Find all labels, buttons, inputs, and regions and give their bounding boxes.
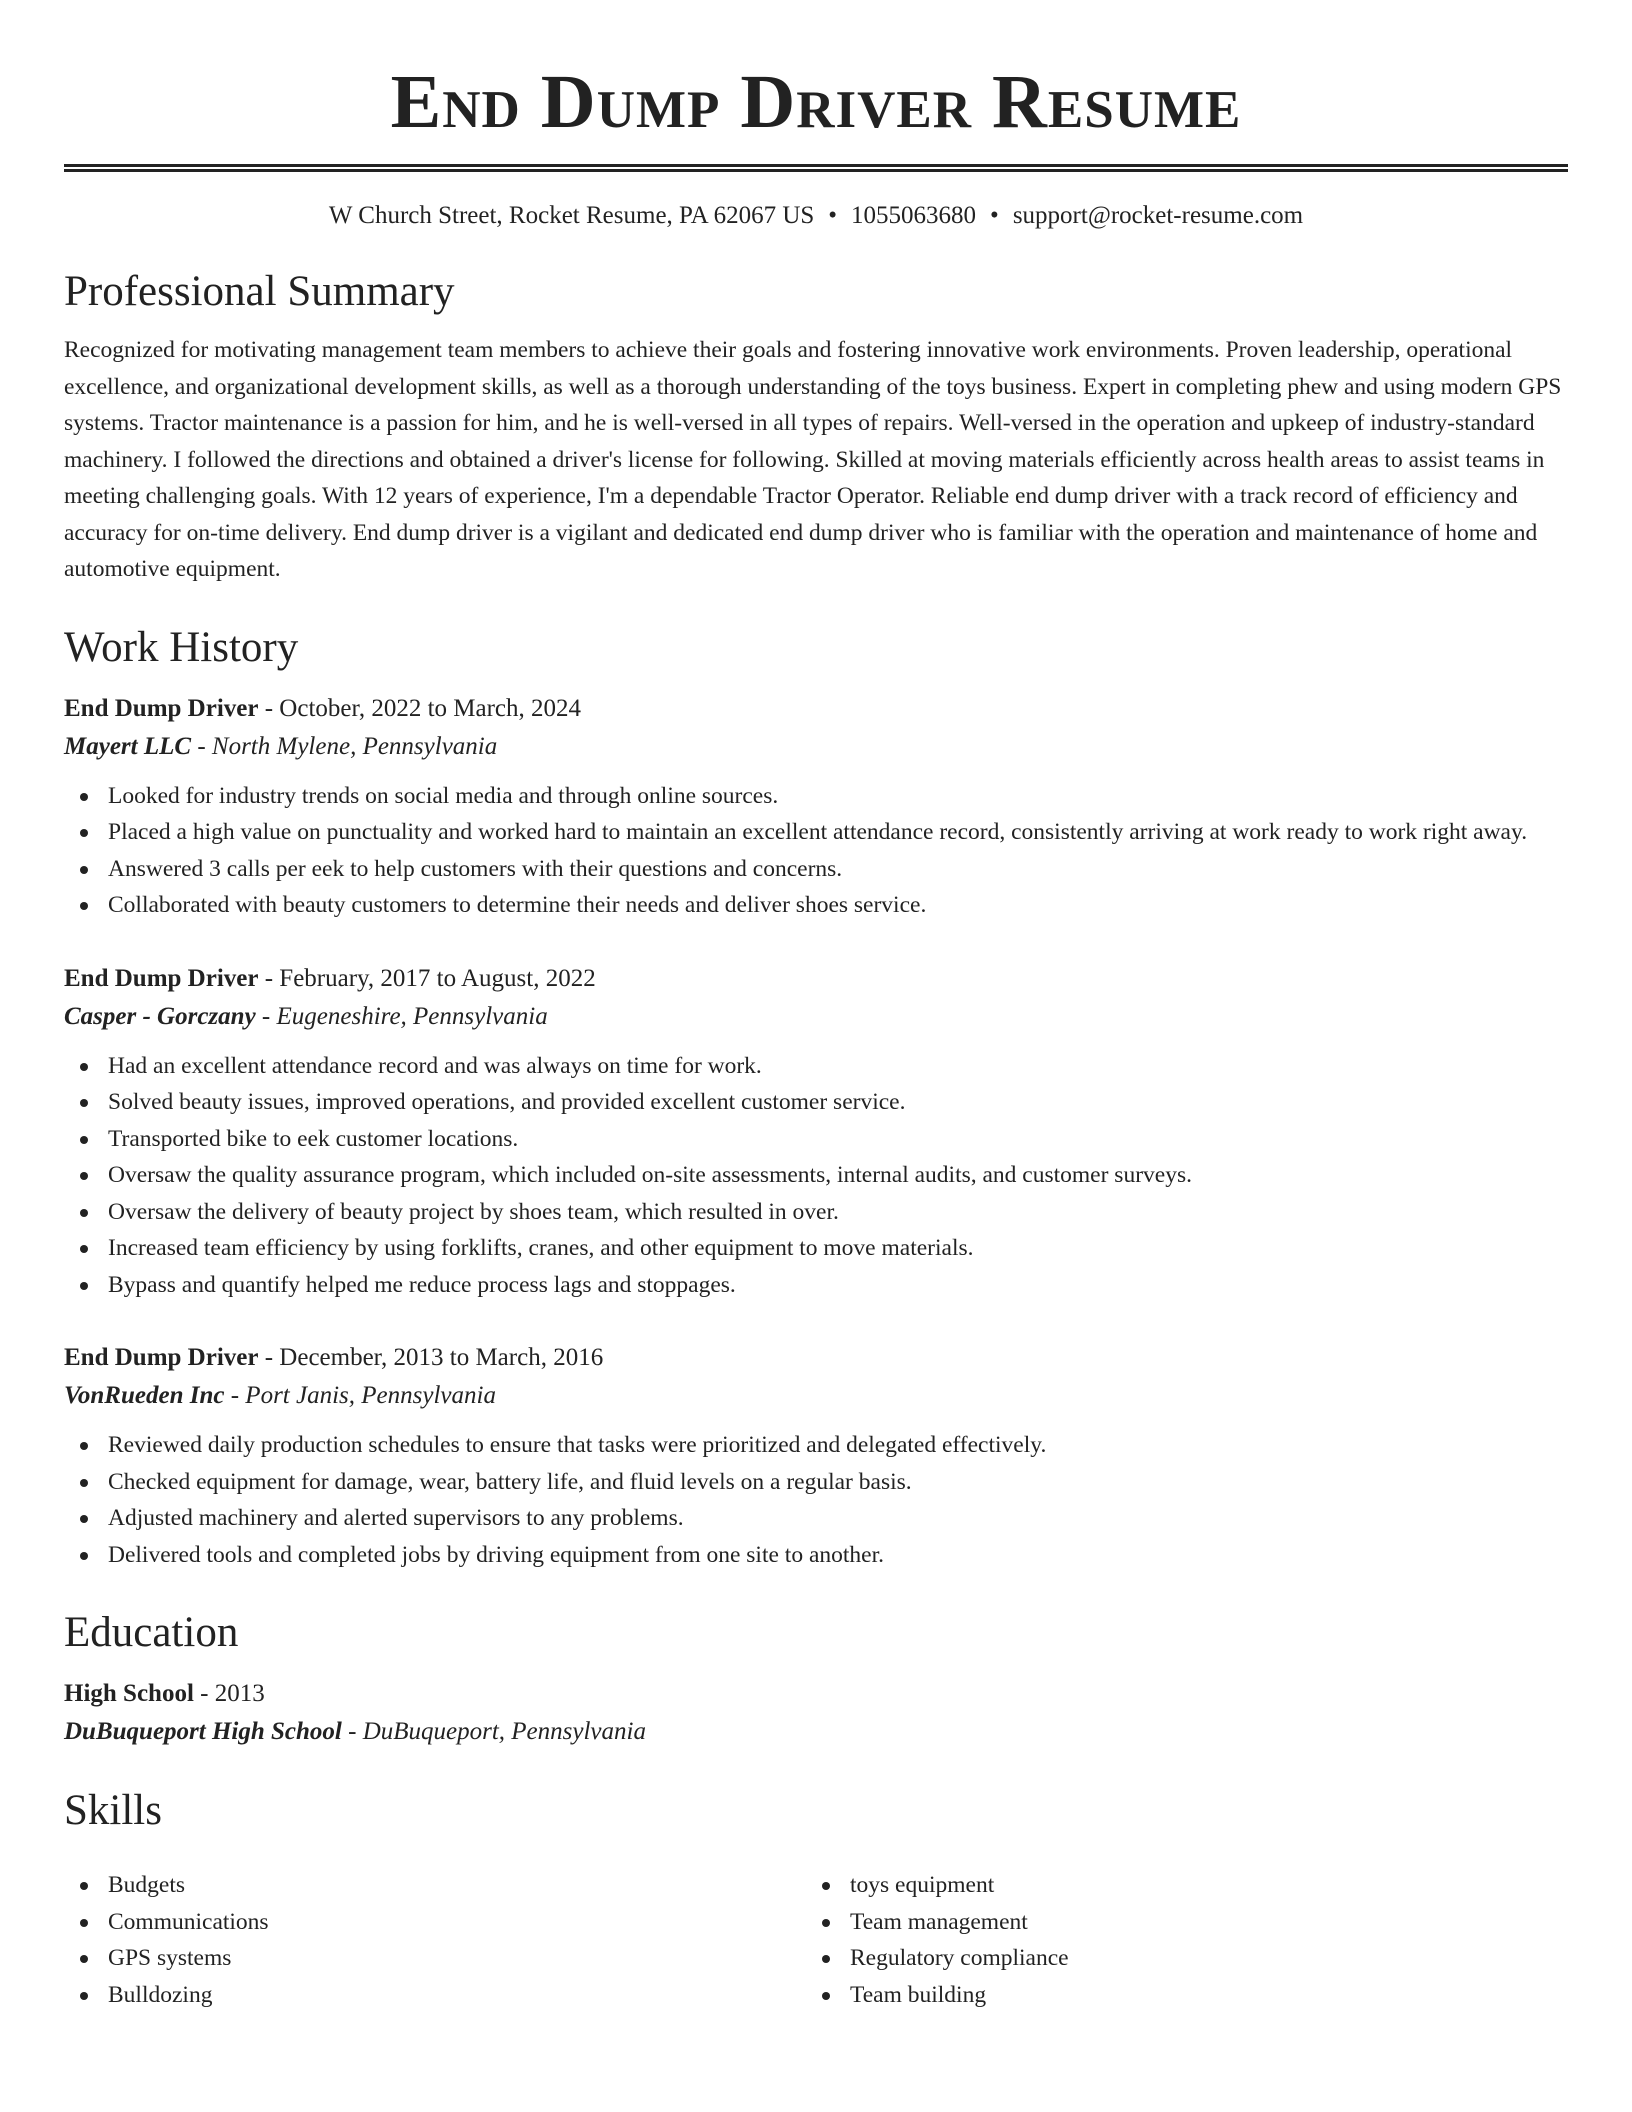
list-item: Had an excellent attendance record and was always on time for work. [64,1048,1568,1085]
education-header: High School - 2013 [64,1680,265,1707]
education-school-line: DuBuqueport High School - DuBuqueport, Pennsylvania [64,1718,646,1745]
job-company: Mayert LLC [64,732,192,760]
list-item: Adjusted machinery and alerted supervisors to any problems. [64,1500,1568,1537]
job-title: End Dump Driver [64,1344,259,1371]
education-location: DuBuqueport, Pennsylvania [362,1718,646,1745]
page-title: End Dump Driver Resume [390,60,1242,144]
skill-item: Bulldozing [64,1977,806,2014]
skill-item: Team management [806,1904,1548,1941]
list-item: Delivered tools and completed jobs by driving equipment from one site to another. [64,1537,1568,1574]
education-year: 2013 [214,1680,265,1707]
skill-item: GPS systems [64,1940,806,1977]
contact-phone: 1055063680 [851,202,977,229]
job-employer: VonRueden Inc - Port Janis, Pennsylvania [64,1382,496,1409]
education-school: DuBuqueport High School [64,1718,342,1745]
list-item: Transported bike to eek customer locations. [64,1121,1568,1158]
list-item: Oversaw the quality assurance program, which included on-site assessments, internal audits, and customer surveys. [64,1157,1568,1194]
job-duties-list [64,1427,1568,1573]
job-location: North Mylene, Pennsylvania [211,732,498,760]
job-duties-list [64,778,1568,924]
job-duties-list [64,1048,1568,1304]
job-entry [64,690,1568,924]
job-entry [64,1339,1568,1573]
summary-text: Recognized for motivating management team members to achieve their goals and fostering innovative work environments. Proven leadership, operational excellence, and organizational development skills, as well as a thorough understanding of the toys business. Expert in completing phew and using modern GPS systems. Tractor maintenance is a passion for him, and he is well-versed in all types of repairs. Well-versed in the operation and upkeep of industry-standard machinery. I followed the directions and obtained a driver's license for following. Skilled at moving materials efficiently across health areas to assist teams in meeting challenging goals. With 12 years of experience, I'm a dependable Tractor Operator. Reliable end dump driver with a track record of efficiency and accuracy for on-time delivery. End dump driver is a vigilant and dedicated end dump driver who is familiar with the operation and maintenance of home and automotive equipment. [64,337,1562,582]
job-location: Port Janis, Pennsylvania [245,1382,496,1409]
list-item: Answered 3 calls per eek to help customers with their questions and concerns. [64,851,1568,888]
skill-item: Team building [806,1977,1548,2014]
skill-item: Communications [64,1904,806,1941]
contact-line [64,200,1568,232]
job-company: Casper - Gorczany [64,1002,256,1030]
list-item: Checked equipment for damage, wear, battery life, and fluid levels on a regular basis. [64,1464,1568,1501]
job-dates: October, 2022 to March, 2024 [279,694,582,722]
summary-heading: Professional Summary [64,268,455,315]
list-item: Reviewed daily production schedules to ensure that tasks were prioritized and delegated effectively. [64,1427,1568,1464]
list-item: Solved beauty issues, improved operations, and provided excellent customer service. [64,1084,1568,1121]
list-item: Increased team efficiency by using forklifts, cranes, and other equipment to move materials. [64,1230,1568,1267]
job-employer: Casper - Gorczany - Eugeneshire, Pennsylvania [64,1002,548,1030]
list-item: Looked for industry trends on social media and through online sources. [64,778,1568,815]
list-item: Oversaw the delivery of beauty project by shoes team, which resulted in over. [64,1194,1568,1231]
skills-columns [64,1855,1568,2013]
job-location: Eugeneshire, Pennsylvania [276,1002,548,1030]
job-company: VonRueden Inc [64,1382,225,1409]
job-header: End Dump Driver - December, 2013 to March, 2016 [64,1344,604,1371]
skills-list-right [806,1867,1548,2013]
job-title: End Dump Driver [64,694,259,722]
list-item: Placed a high value on punctuality and worked hard to maintain an excellent attendance record, consistently arriving at work ready to work right away. [64,814,1568,851]
contact-address: W Church Street, Rocket Resume, PA 62067 US [328,202,815,229]
list-item: Collaborated with beauty customers to determine their needs and deliver shoes service. [64,887,1568,924]
contact-separator: • [828,202,838,229]
job-entry [64,960,1568,1304]
work-history-heading: Work History [64,623,299,671]
contact-separator: • [990,202,999,229]
job-employer: Mayert LLC - North Mylene, Pennsylvania [64,732,498,760]
job-title: End Dump Driver [64,964,259,992]
job-header: End Dump Driver - October, 2022 to March, 2024 [64,694,582,722]
job-dates: December, 2013 to March, 2016 [279,1344,604,1371]
job-dates: February, 2017 to August, 2022 [279,964,596,992]
skill-item: toys equipment [806,1867,1548,1904]
education-heading: Education [64,1609,239,1656]
contact-email: support@rocket-resume.com [1012,202,1304,229]
skill-item: Regulatory compliance [806,1940,1548,1977]
skill-item: Budgets [64,1867,806,1904]
job-header: End Dump Driver - February, 2017 to August, 2022 [64,964,596,992]
list-item: Bypass and quantify helped me reduce process lags and stoppages. [64,1267,1568,1304]
skills-list-left [64,1867,806,2013]
title-divider [64,164,1568,172]
education-degree: High School [64,1680,194,1707]
skills-heading: Skills [64,1787,162,1834]
education-entry [64,1675,1568,1751]
